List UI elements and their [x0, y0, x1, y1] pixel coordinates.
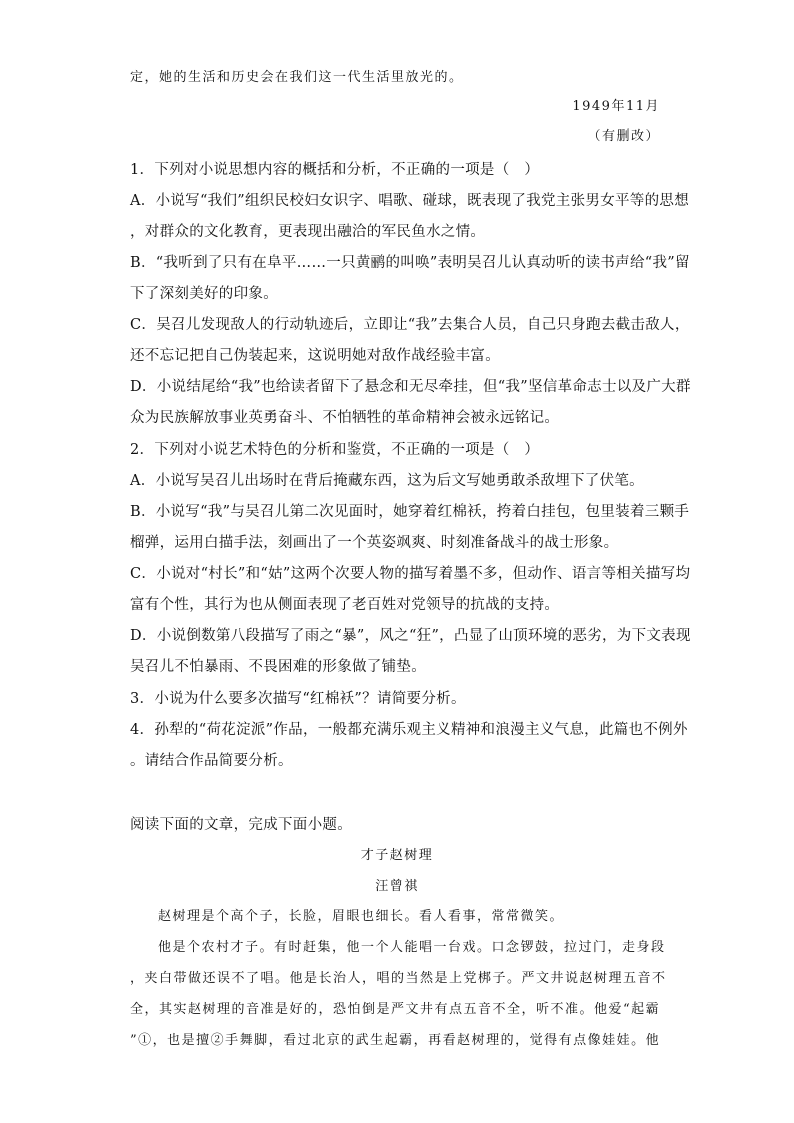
paragraph-2-line: ”①，也是擅②手舞脚，看过北京的武生起霸，再看赵树理的，觉得有点像娃娃。他 — [130, 1033, 661, 1048]
paragraph-2-line: 全，其实赵树理的音准是好的，恐怕倒是严文井有点五音不全，听不准。他爱“起霸 — [130, 1002, 661, 1017]
question-1: 1．下列对小说思想内容的概括和分析，不正确的一项是（ ） — [130, 162, 540, 178]
q2-option-a: A．小说写吴召儿出场时在背后掩藏东西，这为后文写她勇敢杀敌埋下了伏笔。 — [130, 473, 644, 489]
q2-option-b-cont: 榴弹，运用白描手法，刻画出了一个英姿飒爽、时刻准备战斗的战士形象。 — [130, 535, 619, 551]
q2-option-d-cont: 吴召儿不怕暴雨、不畏困难的形象做了铺垫。 — [130, 659, 426, 675]
question-4: 4．孙犁的“荷花淀派”作品，一般都充满乐观主义精神和浪漫主义气息，此篇也不例外 — [130, 722, 688, 738]
paragraph-2-line: ，夹白带做还误不了唱。他是长治人，唱的当然是上党梆子。严文井说赵树理五音不 — [130, 971, 667, 986]
paragraph-1: 赵树理是个高个子，长脸，眉眼也细长。看人看事，常常微笑。 — [158, 909, 565, 924]
q1-option-c: C．吴召儿发现敌人的行动轨迹后，立即让“我”去集合人员，自己只身跑去截击敌人， — [130, 317, 690, 333]
q1-option-d: D．小说结尾给“我”也给读者留下了悬念和无尽牵挂，但“我”坚信革命志士以及广大群 — [130, 379, 691, 395]
q2-option-d: D．小说倒数第八段描写了雨之“暴”，风之“狂”，凸显了山顶环境的恶劣，为下文表现 — [130, 628, 691, 644]
edit-note: （有删改） — [587, 129, 660, 144]
q2-option-c: C．小说对“村长”和“姑”这两个次要人物的描写着墨不多，但动作、语言等相关描写均 — [130, 566, 691, 582]
question-2: 2．下列对小说艺术特色的分析和鉴赏，不正确的一项是（ ） — [130, 442, 540, 458]
q1-option-b-cont: 下了深刻美好的印象。 — [130, 286, 278, 302]
q2-option-c-cont: 富有个性，其行为也从侧面表现了老百姓对党领导的抗战的支持。 — [130, 597, 560, 613]
article-title: 才子赵树理 — [360, 848, 434, 863]
question-4-cont: 。请结合作品简要分析。 — [130, 753, 293, 769]
q1-option-a: A．小说写“我们”组织民校妇女识字、唱歌、碰球，既表现了我党主张男女平等的思想 — [130, 193, 689, 209]
q1-option-b: B．“我听到了只有在阜平……一只黄鹂的叫唤”表明吴召儿认真动听的读书声给“我”留 — [130, 255, 690, 271]
reading-intro: 阅读下面的文章，完成下面小题。 — [130, 817, 352, 833]
q1-option-c-cont: 还不忘记把自己伪装起来，这说明她对敌作战经验丰富。 — [130, 348, 500, 364]
paragraph-2: 他是个农村才子。有时赶集，他一个人能唱一台戏。口念锣鼓，拉过门，走身段 — [158, 940, 666, 955]
q1-option-d-cont: 众为民族解放事业英勇奋斗、不怕牺牲的革命精神会被永远铭记。 — [130, 410, 560, 426]
question-3: 3．小说为什么要多次描写“红棉袄”？请简要分析。 — [130, 691, 466, 707]
date-line: 1949年11月 — [572, 99, 660, 114]
article-author: 汪曾祺 — [375, 879, 419, 894]
text-line: 定，她的生活和历史会在我们这一代生活里放光的。 — [130, 70, 464, 85]
q1-option-a-cont: ，对群众的文化教育，更表现出融洽的军民鱼水之情。 — [130, 224, 486, 240]
q2-option-b: B．小说写“我”与吴召儿第二次见面时，她穿着红棉袄，挎着白挂包，包里装着三颗手 — [130, 504, 690, 520]
